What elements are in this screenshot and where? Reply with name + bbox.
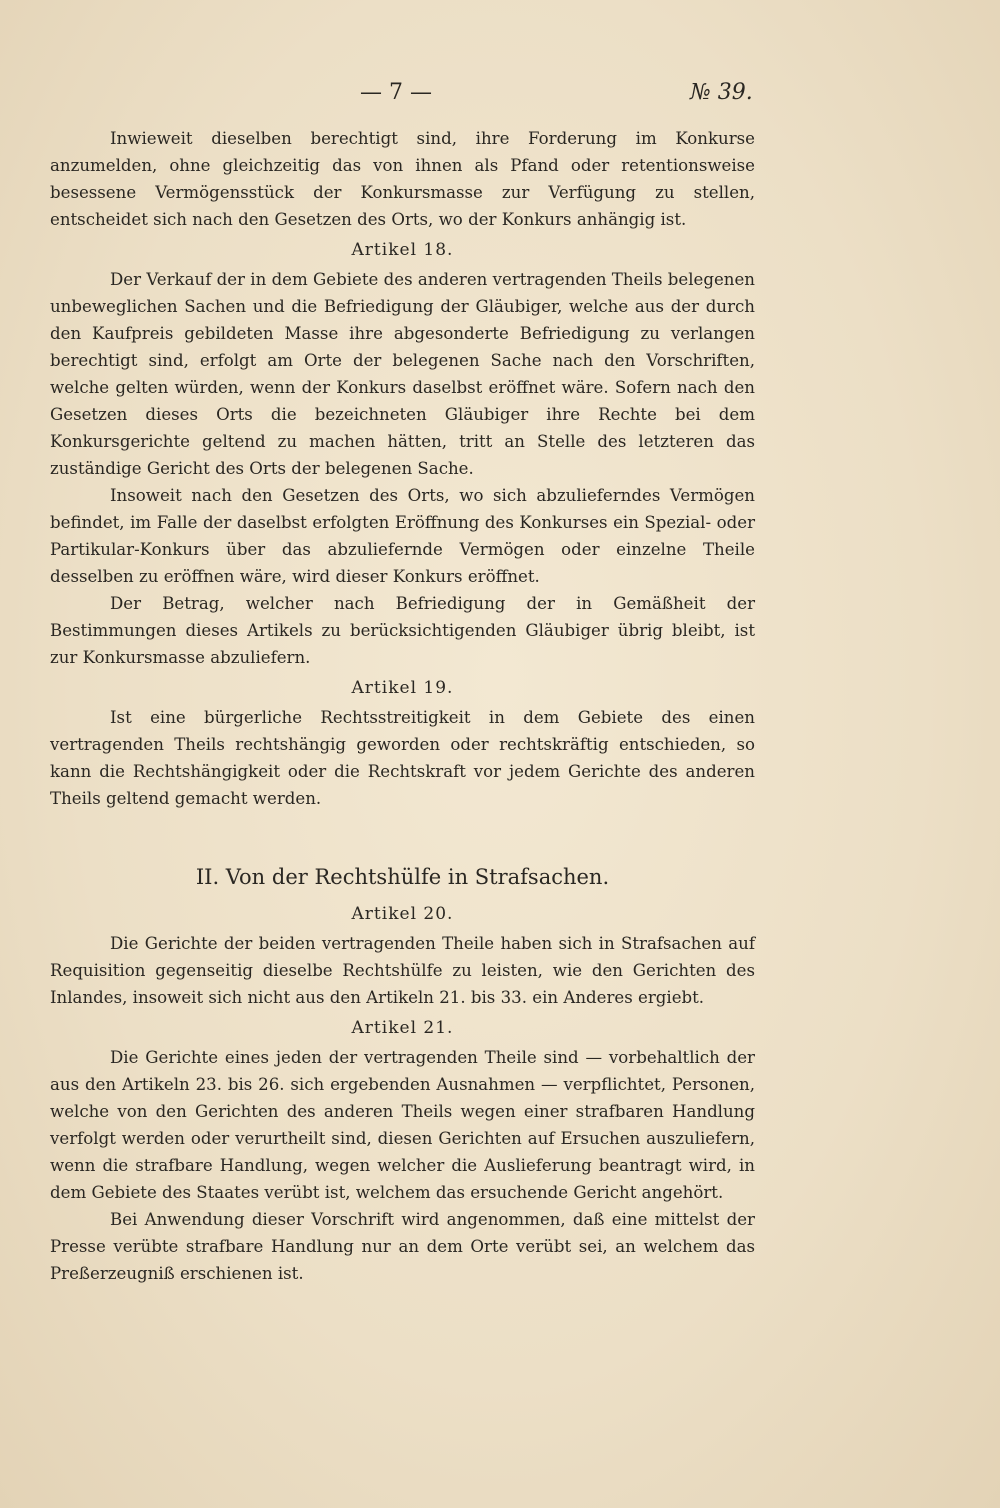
article-heading: Artikel 21. xyxy=(351,1018,454,1038)
paragraph: Der Verkauf der in dem Gebiete des anderen vertragenden Theils belegenen unbeweglichen Sachen und die Befriedigung der Gläubiger, welche aus der durch den Kaufpreis gebildeten Masse ihre abgesonderte Befriedigung zu verlangen berechtigt sind, erfolgt am Orte der belegenen Sache nach den Vorschriften, welche gelten würden, wenn der Konkurs daselbst eröffnet wäre. Sofern nach den Gesetzen dieses Orts die bezeichneten Gläubiger ihre Rechte bei dem Konkursgerichte geltend zu machen hätten, tritt an Stelle des letzteren das zuständige Gericht des Orts der belegenen Sache. xyxy=(50,270,755,478)
section-title: II. Von der Rechtshülfe in Strafsachen. xyxy=(195,865,610,889)
article-heading: Artikel 18. xyxy=(351,240,454,260)
body-text xyxy=(50,125,755,1287)
paragraph: Inwieweit dieselben berechtigt sind, ihre Forderung im Konkurse anzumelden, ohne gleichzeitig das von ihnen als Pfand oder retentionsweise besessene Vermögensstück der Konkursmasse zur Verfügung zu stellen, entscheidet sich nach den Gesetzen des Orts, wo der Konkurs anhängig ist. xyxy=(50,129,755,229)
issue-number: № 39. xyxy=(690,80,753,105)
page-header xyxy=(0,80,1000,114)
paragraph: Die Gerichte der beiden vertragenden Theile haben sich in Strafsachen auf Requisition gegenseitig dieselbe Rechtshülfe zu leisten, wie den Gerichten des Inlandes, insoweit sich nicht aus den Artikeln 21. bis 33. ein Anderes ergiebt. xyxy=(50,934,755,1007)
paragraph: Der Betrag, welcher nach Befriedigung der in Gemäßheit der Bestimmungen dieses Artikels zu berücksichtigenden Gläubiger übrig bleibt, ist zur Konkursmasse abzuliefern. xyxy=(50,594,755,667)
paragraph: Die Gerichte eines jeden der vertragenden Theile sind — vorbehaltlich der aus den Artikeln 23. bis 26. sich ergebenden Ausnahmen — verpflichtet, Personen, welche von den Gerichten des anderen Theils wegen einer strafbaren Handlung verfolgt werden oder verurtheilt sind, diesen Gerichten auf Ersuchen auszuliefern, wenn die strafbare Handlung, wegen welcher die Auslieferung beantragt wird, in dem Gebiete des Staates verübt ist, welchem das ersuchende Gericht angehört. xyxy=(50,1048,755,1202)
article-heading: Artikel 19. xyxy=(351,678,454,698)
paragraph: Bei Anwendung dieser Vorschrift wird angenommen, daß eine mittelst der Presse verübte strafbare Handlung nur an dem Orte verübt sei, an welchem das Preßerzeugniß erschienen ist. xyxy=(50,1210,755,1283)
article-heading: Artikel 20. xyxy=(351,904,454,924)
paragraph: Insoweit nach den Gesetzen des Orts, wo sich abzulieferndes Vermögen befindet, im Falle der daselbst erfolgten Eröffnung des Konkurses ein Spezial- oder Partikular-Konkurs über das abzuliefernde Vermögen oder einzelne Theile desselben zu eröffnen wäre, wird dieser Konkurs eröffnet. xyxy=(50,486,755,586)
paragraph: Ist eine bürgerliche Rechtsstreitigkeit in dem Gebiete des einen vertragenden Theils rechtshängig geworden oder rechtskräftig entschieden, so kann die Rechtshängigkeit oder die Rechtskraft vor jedem Gerichte des anderen Theils geltend gemacht werden. xyxy=(50,708,755,808)
page-number: — 7 — xyxy=(360,80,432,105)
